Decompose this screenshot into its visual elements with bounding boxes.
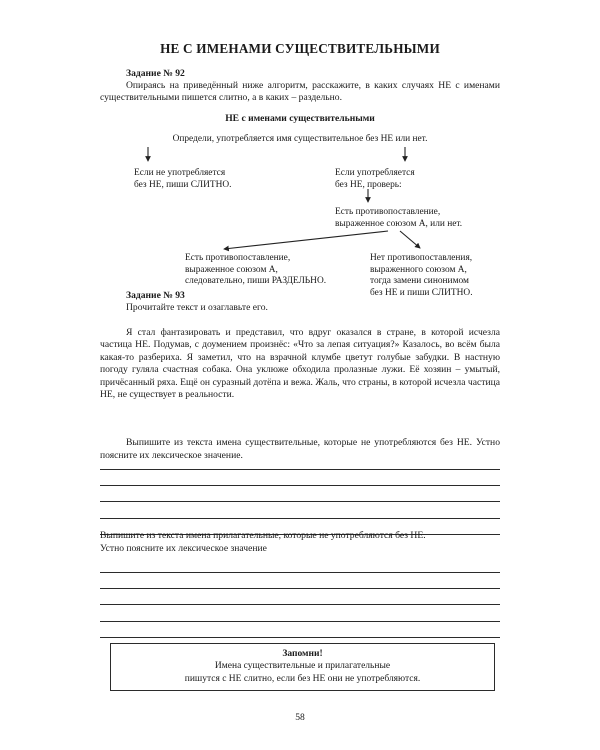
branch-right-sub-line-2: выраженное союзом А, или нет.: [335, 218, 463, 229]
task-93-heading: Задание № 93: [126, 290, 185, 301]
exercise-nouns-prompt-block: [100, 437, 500, 462]
leaf-right-line-3: тогда замени синонимом: [370, 276, 469, 287]
exercise-adjectives-prompt-line-1: Выпишите из текста имена прилагательные, которые не употребляются без НЕ.: [100, 530, 426, 541]
remember-box-title: Запомни!: [282, 649, 323, 659]
leaf-left-line-2: выраженное союзом А,: [185, 264, 278, 275]
algorithm-branch-right: [335, 168, 510, 191]
answer-line[interactable]: [100, 469, 500, 470]
branch-left-line-2: без НЕ, пиши СЛИТНО.: [134, 179, 232, 190]
answer-line[interactable]: [100, 604, 500, 605]
algorithm-root-question: Определи, употребляется имя существительное без НЕ или нет.: [172, 133, 428, 144]
reading-passage: [100, 327, 500, 401]
task-92-heading: Задание № 92: [126, 68, 185, 79]
page-number: 58: [295, 712, 305, 723]
answer-line[interactable]: [100, 501, 500, 502]
leaf-left-line-3: следовательно, пиши РАЗДЕЛЬНО.: [185, 276, 327, 287]
task-92-instruction: Опираясь на приведённый ниже алгоритм, расскажите, в каких случаях НЕ с именами существительными пишется слитно, а в каких – раздельно.: [100, 80, 500, 104]
remember-box: [110, 643, 495, 691]
leaf-left-line-1: Есть противопоставление,: [185, 253, 291, 264]
answer-line[interactable]: [100, 621, 500, 622]
exercise-adjectives-prompt-block: [100, 530, 500, 555]
page-title: НЕ С ИМЕНАМИ СУЩЕСТВИТЕЛЬНЫМИ: [160, 41, 440, 56]
task-92-block: [100, 68, 500, 105]
branch-right-line-2: без НЕ, проверь:: [335, 179, 402, 190]
task-93-instruction: Прочитайте текст и озаглавьте его.: [126, 302, 268, 313]
answer-line[interactable]: [100, 637, 500, 638]
exercise-nouns-prompt: Выпишите из текста имена существительные, которые не употребляются без НЕ. Устно поясните их лексическое значение.: [100, 437, 500, 461]
reading-passage-text: Я стал фантазировать и представил, что вдруг оказался в стране, в которой исчезла частица НЕ. Подумав, с доумением произнёс: «Что за лепая ситуация?» Казалось, во всём была какая-то разбериха. Я заметил, что на взрачной клумбе цветут голубые забудки. В настную погоду гуляла счастная собака. Она уклюже обходила пролазные лужи. Её хозяин – умытый, причёсанный ряха. Ещё он суразный дотёпа и вежа. Жаль, что страны, в которой исчезла частица НЕ, не существует в реальности.: [100, 327, 500, 401]
remember-box-line-1: Имена существительные и прилагательные: [214, 661, 391, 672]
leaf-right-line-1: Нет противопоставления,: [370, 253, 473, 264]
branch-left-line-1: Если не употребляется: [134, 168, 226, 179]
branch-right-sub-line-1: Есть противопоставление,: [335, 207, 441, 218]
algorithm-diagram: [100, 113, 500, 305]
exercise-adjectives-prompt-line-2: Устно поясните их лексическое значение: [100, 542, 267, 554]
leaf-right-line-2: выраженного союзом А,: [370, 264, 467, 275]
answer-line[interactable]: [100, 572, 500, 573]
leaf-right-line-4: без НЕ и пиши СЛИТНО.: [370, 287, 473, 298]
algorithm-title: НЕ с именами существительными: [225, 113, 375, 124]
answer-line[interactable]: [100, 518, 500, 519]
answer-line[interactable]: [100, 588, 500, 589]
task-93-block: [100, 290, 500, 314]
algorithm-branch-right-sub: [335, 207, 515, 230]
branch-right-line-1: Если употребляется: [335, 168, 415, 179]
remember-box-line-2: пишутся с НЕ слитно, если без НЕ они не употребляются.: [184, 673, 421, 684]
algorithm-leaf-left: [185, 253, 395, 288]
algorithm-branches: [100, 145, 500, 305]
exercise-adjectives-answer-lines[interactable]: [100, 572, 500, 653]
algorithm-branch-left: [134, 168, 314, 191]
answer-line[interactable]: [100, 485, 500, 486]
